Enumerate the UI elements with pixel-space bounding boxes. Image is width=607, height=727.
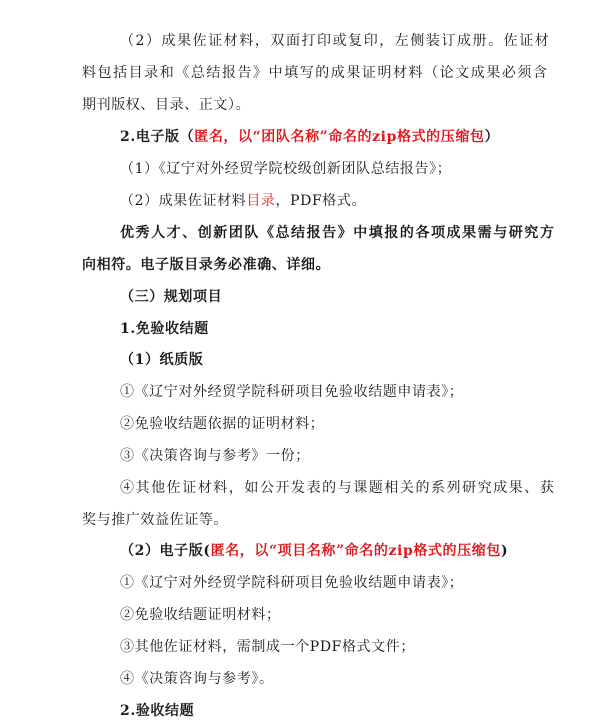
- note-paragraph-line-2: 向相符。电子版目录务必准确、详细。: [82, 257, 331, 273]
- subheading-electronic-version-project: [120, 541, 508, 561]
- heading-electronic-version-close: ）: [484, 129, 500, 145]
- list-item-team-summary-report: （1）《辽宁对外经贸学院校级创新团队总结报告》；: [120, 161, 452, 177]
- heading-electronic-version-label: 2.电子版（: [120, 129, 195, 145]
- paragraph-supporting-materials-line-3: 期刊版权、目录、正文）。: [82, 97, 251, 113]
- list-item-supporting-material-text: （2）成果佐证材料: [120, 193, 247, 209]
- heading-electronic-version: [120, 127, 499, 147]
- paragraph-supporting-materials-line-2: 料包括目录和《总结报告》中填写的成果证明材料（论文成果必须含: [82, 65, 549, 81]
- subheading-paper-version: （1）纸质版: [120, 352, 204, 368]
- highlight-catalog: 目录: [246, 193, 276, 209]
- list-item-e-proof: ②免验收结题证明材料；: [120, 607, 281, 623]
- list-item-pdf-format: ，PDF格式。: [275, 193, 367, 209]
- paragraph-supporting-materials-line-1: （2）成果佐证材料，双面打印或复印，左侧装订成册。佐证材: [120, 33, 551, 49]
- list-item-exemption-proof: ②免验收结题依据的证明材料；: [120, 416, 325, 432]
- note-paragraph-line-1: 优秀人才、创新团队《总结报告》中填报的各项成果需与研究方: [120, 225, 556, 241]
- list-item-other-materials-line-2: 奖与推广效益佐证等。: [82, 512, 228, 528]
- subheading-acceptance: 2.验收结题: [120, 703, 195, 719]
- anonymity-requirement-team: 匿名，以“团队名称”命名的zip格式的压缩包: [194, 129, 485, 145]
- list-item-e-application-form: ①《辽宁对外经贸学院科研项目免验收结题申请表》；: [120, 575, 464, 591]
- list-item-e-other-pdf: ③其他佐证材料，需制成一个PDF格式文件；: [120, 639, 415, 655]
- list-item-exemption-application-form: ①《辽宁对外经贸学院科研项目免验收结题申请表》；: [120, 384, 464, 400]
- subheading-electronic-version-close: ): [500, 543, 509, 559]
- list-item-e-decision-consulting: ④《决策咨询与参考》。: [120, 671, 274, 687]
- subheading-electronic-version-label: （2）电子版(: [120, 543, 211, 559]
- list-item-other-materials-line-1: ④其他佐证材料，如公开发表的与课题相关的系列研究成果、获: [120, 480, 556, 496]
- list-item-supporting-material-catalog: [120, 191, 366, 211]
- subheading-exempt-acceptance: 1.免验收结题: [120, 321, 209, 337]
- anonymity-requirement-project: 匿名，以“项目名称”命名的zip格式的压缩包: [210, 543, 501, 559]
- list-item-decision-consulting-copy: ③《决策咨询与参考》一份；: [120, 448, 310, 464]
- section-heading-planning-projects: （三）规划项目: [120, 289, 223, 305]
